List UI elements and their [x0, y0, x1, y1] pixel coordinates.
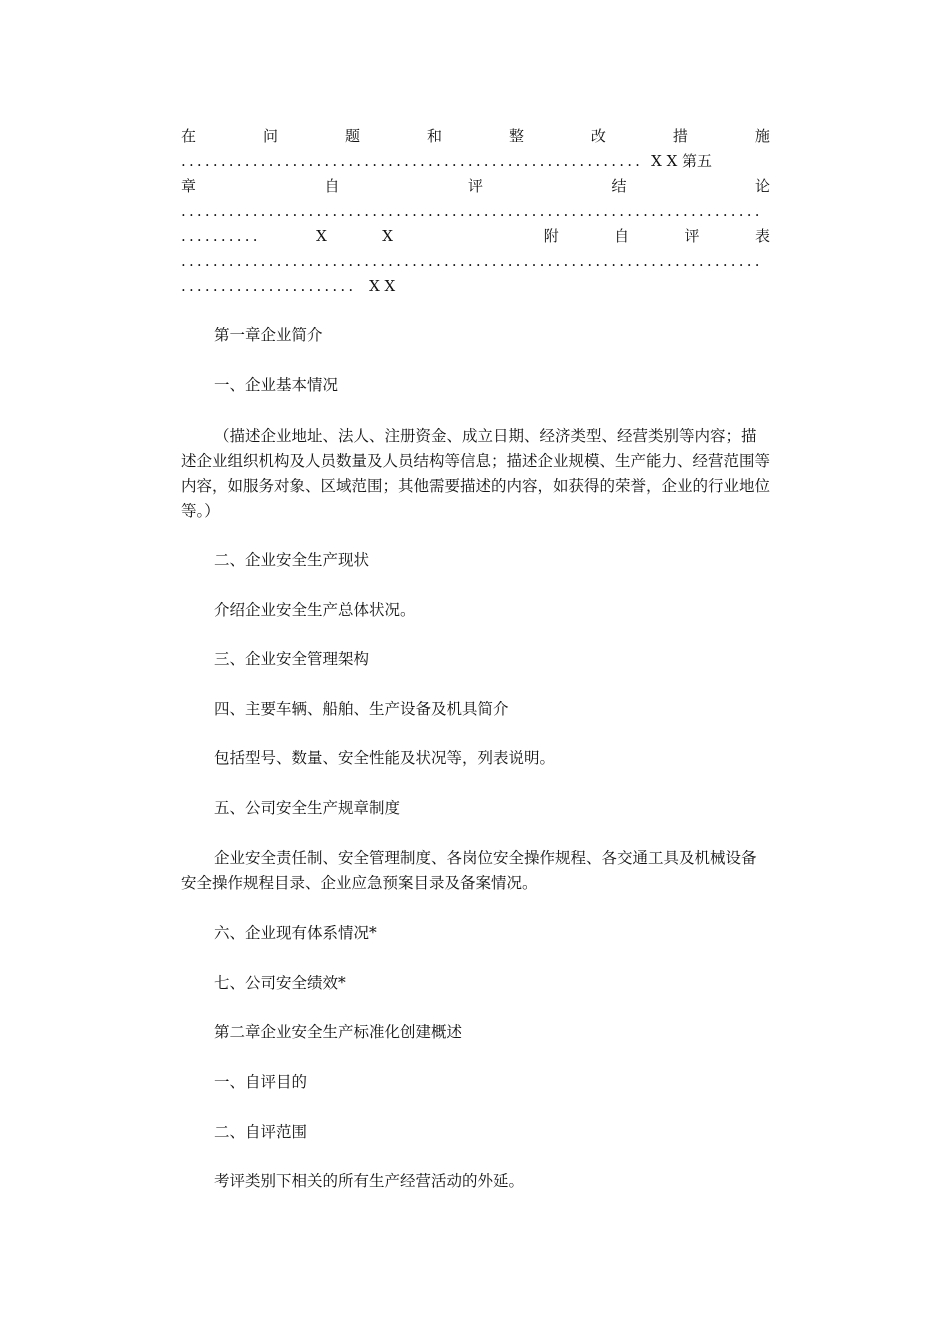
toc-leader-dots: .........................................................................	[181, 202, 763, 220]
paragraph: 介绍企业安全生产总体状况。	[214, 601, 416, 619]
paragraph: （描述企业地址、法人、注册资金、成立日期、经济类型、经营类别等内容；描述企业组织机构及人员数量及人员结构等信息；描述企业规模、生产能力、经营范围等内容，如服务对象、区域范围；其他需要描述的内容，如获得的荣誉，企业的行业地位等。）	[181, 427, 771, 520]
toc-char: 改	[590, 127, 606, 145]
toc-char: 附	[543, 227, 559, 245]
toc-line	[181, 224, 770, 248]
toc-line	[181, 199, 770, 223]
toc-char: 评	[684, 227, 700, 245]
toc-char: 施	[754, 127, 770, 145]
section-heading: 六、企业现有体系情况*	[214, 924, 377, 942]
toc-leader-dots: ..........................................................	[181, 152, 644, 170]
toc-line	[181, 274, 770, 298]
section-heading: 二、企业安全生产现状	[214, 551, 370, 569]
toc-char: 和	[426, 127, 442, 145]
toc-char: 措	[672, 127, 688, 145]
section-heading: 三、企业安全管理架构	[214, 650, 370, 668]
section-heading: 四、主要车辆、船舶、生产设备及机具简介	[214, 700, 509, 718]
toc-char: 论	[754, 177, 770, 195]
toc-char: 评	[467, 177, 483, 195]
toc-char: 表	[754, 227, 770, 245]
toc-leader-dots: ......................	[181, 277, 357, 295]
toc-page-ref: X	[382, 227, 393, 245]
toc-gap	[448, 224, 488, 248]
toc-page-ref: X X 第五	[651, 152, 713, 170]
toc-char: 在	[181, 127, 197, 145]
toc-char: 自	[324, 177, 340, 195]
toc-line	[181, 249, 770, 273]
toc-page-ref: X X	[369, 277, 396, 295]
paragraph: 考评类别下相关的所有生产经营活动的外延。	[214, 1172, 525, 1190]
paragraph: 企业安全责任制、安全管理制度、各岗位安全操作规程、各交通工具及机械设备安全操作规程目录、企业应急预案目录及备案情况。	[181, 849, 757, 892]
section-heading: 一、企业基本情况	[214, 376, 339, 394]
toc-char: 题	[344, 127, 360, 145]
toc-line	[181, 174, 770, 198]
section-heading: 二、自评范围	[214, 1123, 308, 1141]
toc-char: 章	[181, 177, 197, 195]
toc-char: 问	[262, 127, 278, 145]
toc-leader-dots: ..........	[181, 227, 261, 245]
toc-char: 自	[614, 227, 630, 245]
toc-char: 结	[611, 177, 627, 195]
toc-leader-dots: .........................................................................	[181, 252, 763, 270]
chapter-title: 第二章企业安全生产标准化创建概述	[214, 1023, 463, 1041]
toc-line	[181, 124, 770, 148]
paragraph: 包括型号、数量、安全性能及状况等，列表说明。	[214, 749, 556, 767]
section-heading: 一、自评目的	[214, 1073, 308, 1091]
toc-page-ref: X	[316, 227, 327, 245]
toc-char: 整	[508, 127, 524, 145]
section-heading: 七、公司安全绩效*	[214, 974, 346, 992]
section-heading: 五、公司安全生产规章制度	[214, 799, 401, 817]
toc-line	[181, 149, 770, 173]
chapter-title: 第一章企业简介	[214, 326, 323, 344]
